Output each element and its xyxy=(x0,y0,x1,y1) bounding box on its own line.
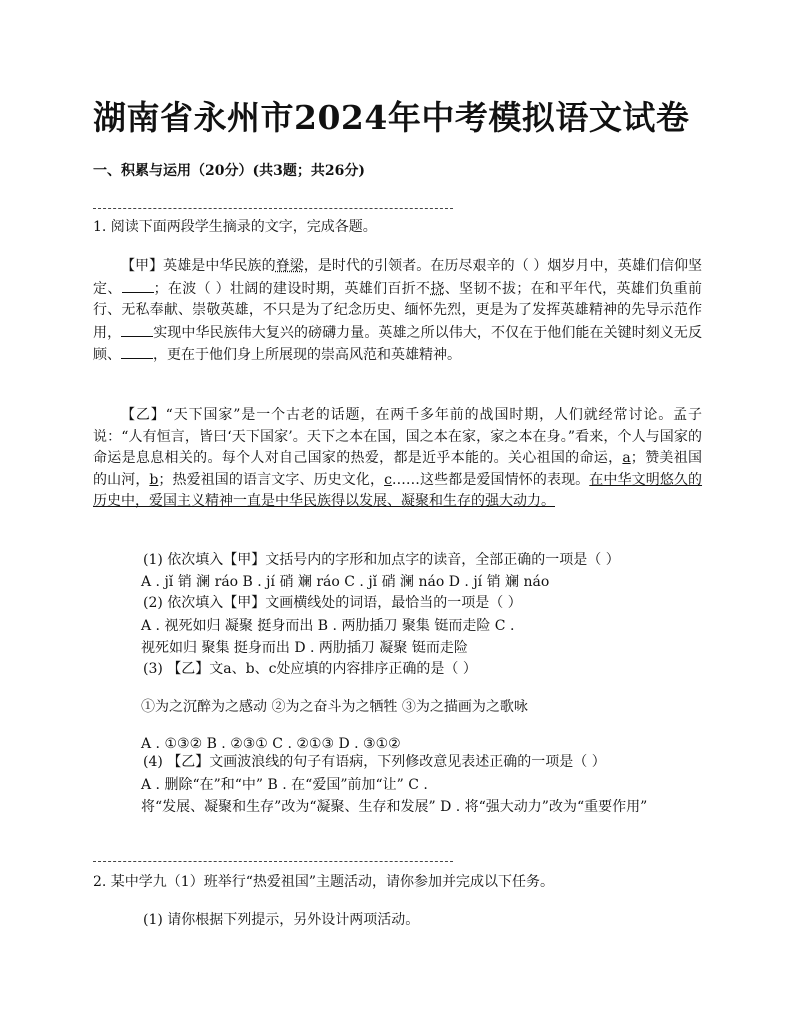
subquestion-2-options: A . 视死如归 凝聚 挺身而出 B . 两肋插刀 聚集 铤而走险 C . xyxy=(141,618,515,634)
section-heading: 一、积累与运用（20分）(共3题；共26分) xyxy=(93,163,365,179)
blank-b: b xyxy=(149,471,159,488)
subquestion-1-options: A . jǐ 销 澜 ráo B . jí 硝 斓 ráo C . jǐ 硝 澜 náo D . jí 销 斓 náo xyxy=(141,574,550,590)
passage-text: ；热爱祖国的语言文字、历史文化， xyxy=(158,471,385,488)
blank-line xyxy=(121,344,153,359)
blank-line xyxy=(121,322,153,337)
question-2-subquestion-1: (1) 请你根据下列提示，另外设计两项活动。 xyxy=(143,912,420,928)
passage-text: ；赞美祖国的山河， xyxy=(93,450,702,488)
passage-text: 、坚韧不拔；在和平年代，英雄们负重前行、无私奉献、崇敬英雄，不只是为了纪念历史、缅怀先烈，更是为了发挥英雄精神的先导示范作用， xyxy=(93,280,703,341)
subquestion-1-stem: (1) 依次填入【甲】文括号内的字形和加点字的读音，全部正确的一项是（ ） xyxy=(143,552,620,568)
passage-jia xyxy=(93,256,702,367)
passage-text: ，更在于他们身上所展现的崇高风范和英雄精神。 xyxy=(153,347,461,363)
passage-text: ；在波（ ）壮阔的建设时期，英雄们百折不 xyxy=(153,280,431,297)
blank-a: a xyxy=(622,450,631,466)
subquestion-3-items: ①为之沉醉为之感动 ②为之奋斗为之牺牲 ③为之描画为之歌咏 xyxy=(141,699,528,715)
question-1-stem: 1. 阅读下面两段学生摘录的文字，完成各题。 xyxy=(93,219,377,235)
passage-yi xyxy=(93,405,702,513)
dotted-word: 挠 xyxy=(430,280,445,297)
wavy-sentence: 在中华文明悠久的历史中，爱国主义精神一直是中华民族得以发展、凝聚和生存的强大动力。 xyxy=(93,471,703,509)
passage-text: ，是时代的引领者。在历尽艰辛的（ ）烟岁月中，英雄们信仰坚定、 xyxy=(93,258,703,297)
page-title: 湖南省永州市2024年中考模拟语文试卷 xyxy=(93,98,690,137)
passage-text: 实现中华民族伟大复兴的磅礴力量。英雄之所以伟大，不仅在于他们能在关键时刻义无反顾、 xyxy=(93,324,703,363)
passage-text: 【甲】英雄是中华民族的 xyxy=(121,258,276,274)
subquestion-4-options: 将“发展、凝聚和生存”改为“凝聚、生存和发展” D . 将“强大动力”改为“重要作用” xyxy=(141,799,648,815)
blank-line xyxy=(122,278,154,293)
subquestion-4-stem: (4) 【乙】文画波浪线的句子有语病，下列修改意见表述正确的一项是（ ） xyxy=(143,754,606,770)
subquestion-4-options: A . 删除“在”和“中” B . 在“爱国”前加“让” C . xyxy=(141,777,428,793)
question-2-stem: 2. 某中学九（1）班举行“热爱祖国”主题活动，请你参加并完成以下任务。 xyxy=(93,874,555,890)
divider xyxy=(93,208,453,209)
subquestion-2-options: 视死如归 聚集 挺身而出 D . 两肋插刀 凝聚 铤而走险 xyxy=(141,640,468,656)
passage-text: 【乙】“天下国家”是一个古老的话题，在两千多年前的战国时期，人们就经常讨论。孟子说：“人有恒言，皆曰‘天下国家’。天下之本在国，国之本在家，家之本在身。”看来，个人与国家的命运是息息相关的。每个人对自己国家的热爱，都是近乎本能的。关心祖国的命运， xyxy=(93,407,702,466)
divider xyxy=(93,861,453,862)
dotted-word: 脊梁 xyxy=(275,258,304,274)
subquestion-3-options: A . ①③② B . ②③① C . ②①③ D . ③①② xyxy=(141,736,401,752)
blank-c: c xyxy=(384,471,392,488)
passage-text: ……这些都是爱国情怀的表现。 xyxy=(391,471,590,488)
subquestion-3-stem: (3) 【乙】文a、b、c处应填的内容排序正确的是（ ） xyxy=(143,661,477,677)
subquestion-2-stem: (2) 依次填入【甲】文画横线处的词语，最恰当的一项是（ ） xyxy=(143,595,522,611)
